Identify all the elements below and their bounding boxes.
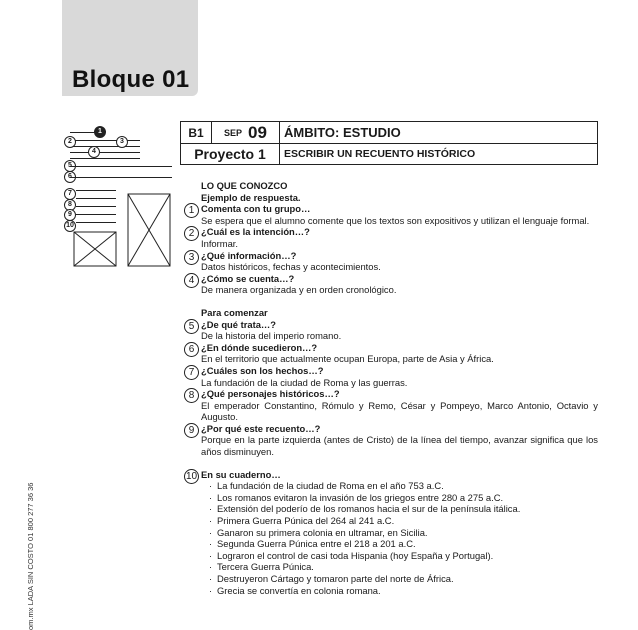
answer-text: El emperador Constantino, Rómulo y Remo, César y Pompeyo, Marco Antonio, Octavio y Augusto. — [201, 399, 598, 423]
question-number: 6 — [184, 342, 199, 357]
sep-number: 09 — [248, 122, 267, 142]
section-subheading: Ejemplo de respuesta. — [201, 191, 301, 203]
question-text: ¿Cómo se cuenta…? — [201, 272, 295, 284]
question-item — [184, 203, 598, 226]
question-item — [184, 342, 598, 365]
question-item — [184, 365, 598, 388]
question-number: 4 — [184, 273, 199, 288]
question-item — [184, 423, 598, 458]
question-item — [184, 469, 598, 597]
question-text: ¿Por qué este recuento…? — [201, 422, 321, 434]
ambito-title: ÁMBITO: ESTUDIO — [279, 121, 598, 144]
question-item — [184, 273, 598, 296]
page-thumbnail-diagram — [62, 124, 172, 270]
lesson-header — [180, 121, 598, 165]
thumb-marker-10: 10 — [64, 220, 76, 232]
answer-content — [184, 180, 598, 596]
sep-cell — [211, 121, 280, 144]
question-number: 8 — [184, 388, 199, 403]
question-text: ¿En dónde sucedieron…? — [201, 341, 318, 353]
thumb-marker-7: 7 — [64, 188, 76, 200]
list-item: · Segunda Guerra Púnica entre el 218 a 201 a.C. — [209, 538, 598, 550]
answer-text: En el territorio que actualmente ocupan Europa, parte de Asia y África. — [201, 353, 494, 365]
thumb-marker-4: 4 — [88, 146, 100, 158]
list-item: · Lograron el control de casi toda Hispania (hoy España y Portugal). — [209, 550, 598, 562]
answer-text: Se espera que el alumno comente que los textos son expositivos y utilizan el lenguaje formal. — [201, 214, 590, 226]
question-text: ¿Qué información…? — [201, 249, 297, 261]
question-number: 5 — [184, 319, 199, 334]
list-item: · Primera Guerra Púnica del 264 al 241 a.C. — [209, 515, 598, 527]
list-item: · Grecia se convertía en colonia romana. — [209, 585, 598, 597]
question-text: ¿Cuál es la intención…? — [201, 226, 310, 238]
thumb-marker-8: 8 — [64, 199, 76, 211]
sep-label: SEP — [224, 127, 243, 138]
list-item: · Ganaron su primera colonia en ultramar, en Sicilia. — [209, 527, 598, 539]
question-number: 1 — [184, 203, 199, 218]
thumb-marker-1: 1 — [94, 126, 106, 138]
list-item: · Destruyeron Cártago y tomaron parte del norte de África. — [209, 573, 598, 585]
project-label: Proyecto 1 — [180, 143, 280, 165]
thumb-marker-2: 2 — [64, 136, 76, 148]
block-title: Bloque 01 — [72, 66, 190, 93]
project-title: ESCRIBIR UN RECUENTO HISTÓRICO — [279, 143, 598, 165]
question-number: 10 — [185, 470, 198, 482]
question-text: Comenta con tu grupo… — [201, 203, 311, 215]
question-text: ¿Qué personajes históricos…? — [201, 388, 340, 400]
thumb-marker-9: 9 — [64, 209, 76, 221]
answer-text: De la historia del imperio romano. — [201, 330, 342, 342]
answer-text: De manera organizada y en orden cronológico. — [201, 284, 397, 296]
side-contact-text: om.mx LADA SIN COSTO 01 800 277 36 36 — [26, 482, 35, 630]
question-number: 3 — [184, 250, 199, 265]
section-heading: LO QUE CONOZCO — [201, 180, 288, 191]
list-item: · Tercera Guerra Púnica. — [209, 561, 598, 573]
thumb-marker-3: 3 — [116, 136, 128, 148]
answer-text: Porque en la parte izquierda (antes de Cristo) de la línea del tiempo, avanzar significa que los años disminuyen. — [201, 434, 598, 458]
question-number: 2 — [184, 226, 199, 241]
question-text: ¿Cuáles son los hechos…? — [201, 364, 324, 376]
answer-text: Datos históricos, fechas y acontecimientos. — [201, 261, 381, 273]
question-item — [184, 319, 598, 342]
thumb-image-boxes — [62, 124, 172, 270]
list-item: · La fundación de la ciudad de Roma en el año 753 a.C. — [209, 480, 598, 492]
answer-text: Informar. — [201, 237, 238, 249]
section-heading: Para comenzar — [201, 306, 268, 318]
block-code: B1 — [180, 121, 212, 144]
question-item — [184, 226, 598, 249]
question-item — [184, 250, 598, 273]
question-number: 9 — [184, 423, 199, 438]
question-text: En su cuaderno… — [201, 468, 281, 480]
list-item: · Los romanos evitaron la invasión de los griegos entre 280 a 275 a.C. — [209, 492, 598, 504]
question-number: 7 — [184, 365, 199, 380]
question-item — [184, 388, 598, 423]
list-item: · Extensión del poderío de los romanos hacia el sur de la península itálica. — [209, 503, 598, 515]
question-text: ¿De qué trata…? — [201, 318, 277, 330]
events-list — [201, 480, 598, 596]
answer-text: La fundación de la ciudad de Roma y las guerras. — [201, 376, 408, 388]
